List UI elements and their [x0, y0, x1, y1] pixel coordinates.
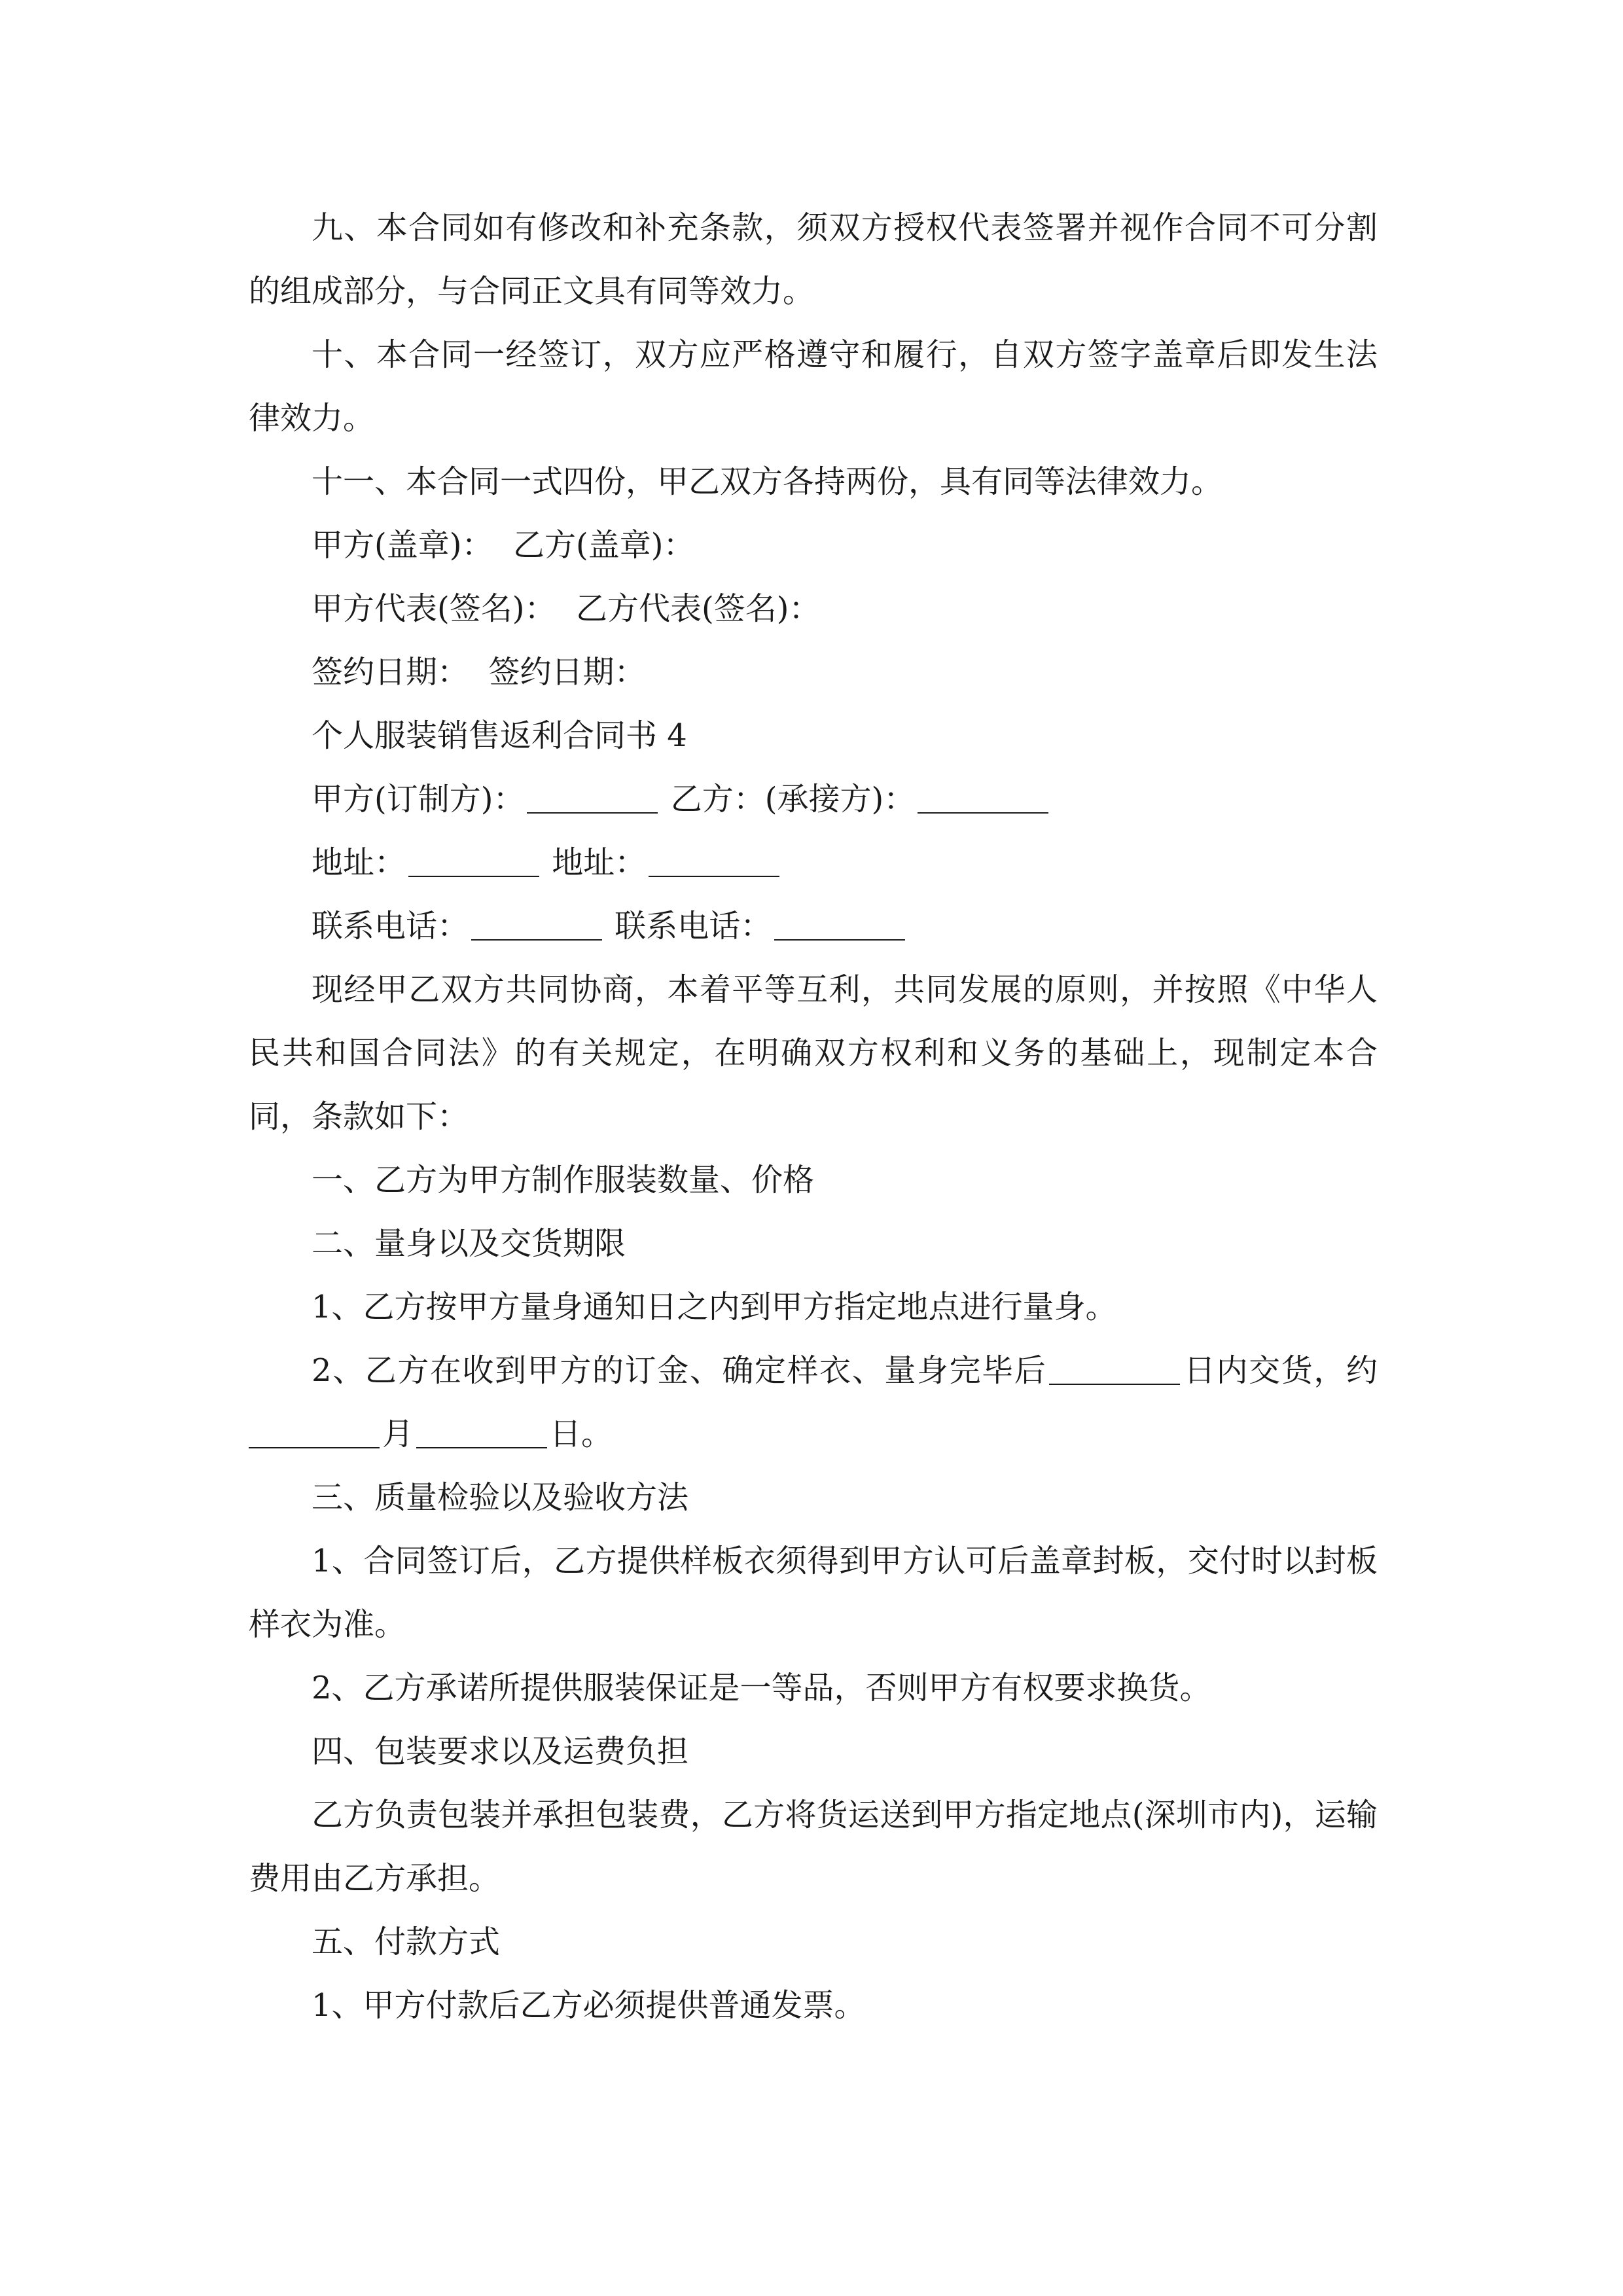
- clause-10-paragraph: 十、本合同一经签订，双方应严格遵守和履行，自双方签字盖章后即发生法律效力。: [249, 336, 1378, 437]
- section-3-item-1: 1、合同签订后，乙方提供样板衣须得到甲方认可后盖章封板，交付时以封板样衣为准。: [249, 1543, 1378, 1643]
- section-3-item-2: 2、乙方承诺所提供服装保证是一等品，否则甲方有权要求换货。: [312, 1670, 1211, 1706]
- party-a-blank[interactable]: [527, 786, 658, 814]
- section-2-heading: 二、量身以及交货期限: [312, 1225, 626, 1262]
- section-4-body: 乙方负责包装并承担包装费，乙方将货运送到甲方指定地点(深圳市内)，运输费用由乙方承担。: [249, 1797, 1378, 1897]
- representative-line: 甲方代表(签名)： 乙方代表(签名)：: [312, 590, 821, 627]
- section-4-heading: 四、包装要求以及运费负担: [312, 1733, 689, 1770]
- delivery-day-blank[interactable]: [416, 1421, 547, 1448]
- phone-a-label: 联系电话：: [312, 908, 469, 944]
- party-a-label: 甲方(订制方)：: [312, 781, 525, 817]
- address-a-blank[interactable]: [408, 850, 539, 877]
- phone-a-blank[interactable]: [471, 913, 602, 941]
- party-b-blank[interactable]: [918, 786, 1048, 814]
- phone-b-label: 联系电话：: [615, 908, 772, 944]
- address-line: [249, 831, 1378, 895]
- phone-line: [249, 895, 1378, 958]
- clause-11-paragraph: 十一、本合同一式四份，甲乙双方各持两份，具有同等法律效力。: [312, 463, 1223, 500]
- party-b-label: 乙方：(承接方)：: [670, 781, 916, 817]
- delivery-text-2: 日内交货，约: [1183, 1352, 1378, 1389]
- delivery-text-1: 2、乙方在收到甲方的订金、确定样衣、量身完毕后: [312, 1352, 1047, 1389]
- delivery-month-blank[interactable]: [249, 1421, 380, 1448]
- section-3-heading: 三、质量检验以及验收方法: [312, 1479, 689, 1516]
- document-body: [249, 196, 1378, 2037]
- party-line: [249, 768, 1378, 831]
- section-2-item-2: [249, 1339, 1378, 1466]
- address-b-label: 地址：: [552, 844, 647, 881]
- delivery-text-3: 月: [382, 1416, 414, 1452]
- signing-date-line: 签约日期： 签约日期：: [312, 654, 646, 691]
- section-5-heading: 五、付款方式: [312, 1924, 501, 1960]
- phone-b-blank[interactable]: [774, 913, 905, 941]
- contract-title: 个人服装销售返利合同书 4: [312, 717, 687, 754]
- address-a-label: 地址：: [312, 844, 406, 881]
- section-2-item-1: 1、乙方按甲方量身通知日之内到甲方指定地点进行量身。: [312, 1289, 1117, 1325]
- preamble-paragraph: 现经甲乙双方共同协商，本着平等互利，共同发展的原则，并按照《中华人民共和国合同法》的有关规定，在明确双方权利和义务的基础上，现制定本合同，条款如下：: [249, 971, 1378, 1135]
- delivery-days-blank[interactable]: [1049, 1357, 1180, 1385]
- seal-line: 甲方(盖章)： 乙方(盖章)：: [312, 527, 695, 564]
- section-5-item-1: 1、甲方付款后乙方必须提供普通发票。: [312, 1987, 866, 2024]
- clause-9-paragraph: 九、本合同如有修改和补充条款，须双方授权代表签署并视作合同不可分割的组成部分，与合同正文具有同等效力。: [249, 209, 1378, 310]
- delivery-text-4: 日。: [550, 1416, 613, 1452]
- section-1-heading: 一、乙方为甲方制作服装数量、价格: [312, 1162, 815, 1198]
- address-b-blank[interactable]: [649, 850, 779, 877]
